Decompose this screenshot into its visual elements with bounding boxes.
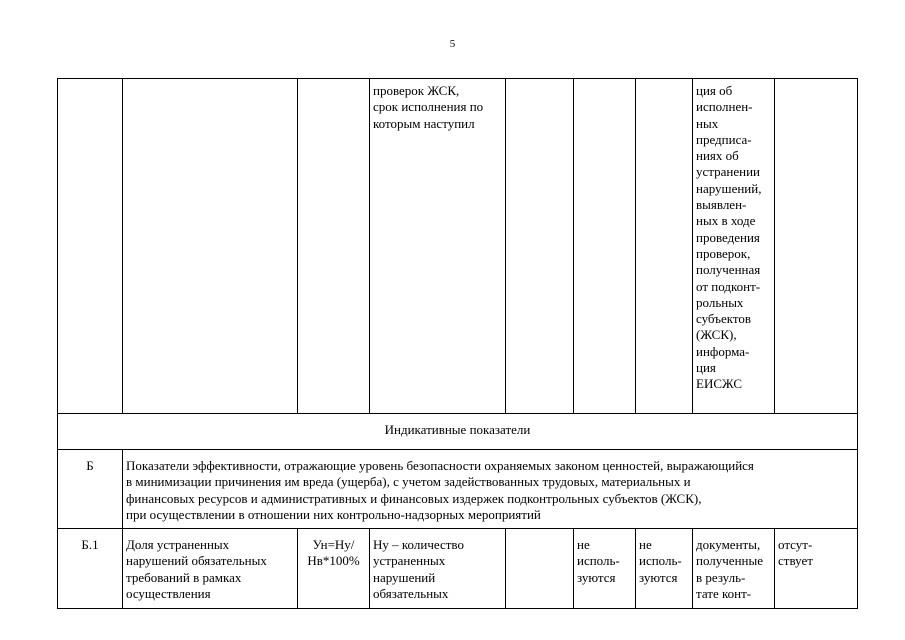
b1-col6: не исполь- зуются: [574, 529, 636, 609]
cell-empty: [775, 79, 858, 414]
cell-criteria: проверок ЖСК, срок исполнения по которым наступил: [370, 79, 506, 414]
cell-empty: [58, 79, 123, 414]
table-row-b1: [58, 529, 858, 609]
cell-empty: [574, 79, 636, 414]
cell-empty: [506, 79, 574, 414]
b1-formula: Ун=Ну/ Нв*100%: [298, 529, 370, 609]
section-header-title: Индикативные показатели: [58, 414, 858, 450]
section-b-code: Б: [58, 450, 123, 529]
cell-empty: [123, 79, 298, 414]
indicators-table: [57, 78, 858, 609]
b1-code: Б.1: [58, 529, 123, 609]
page-number: 5: [449, 38, 456, 50]
cell-source: ция об исполнен- ных предписа- ниях об устранении нарушений, выявлен- ных в ходе проведения проверок, полученная от подконт- рольных субъектов (ЖСК), информа- ция ЕИСЖС: [693, 79, 775, 414]
cell-empty: [298, 79, 370, 414]
table-row-section-header: [58, 414, 858, 450]
section-b-description: Показатели эффективности, отражающие уровень безопасности охраняемых законом ценностей, выражающийся в минимизации причинения им вреда (ущерба), с учетом задействованных трудовых, материальных и финансовых ресурсов и административных и финансовых издержек подконтрольных субъектов (ЖСК), при осуществлении в отношении них контрольно-надзорных мероприятий: [123, 450, 858, 529]
cell-empty: [636, 79, 693, 414]
b1-col7: не исполь- зуются: [636, 529, 693, 609]
cell-empty: [506, 529, 574, 609]
table-row-section-b: [58, 450, 858, 529]
b1-definition: Ну – количество устраненных нарушений обязательных: [370, 529, 506, 609]
table-row-continuation: [58, 79, 858, 414]
b1-name: Доля устраненных нарушений обязательных требований в рамках осуществления: [123, 529, 298, 609]
b1-col9: отсут- ствует: [775, 529, 858, 609]
b1-source: документы, полученные в резуль- тате конт-: [693, 529, 775, 609]
